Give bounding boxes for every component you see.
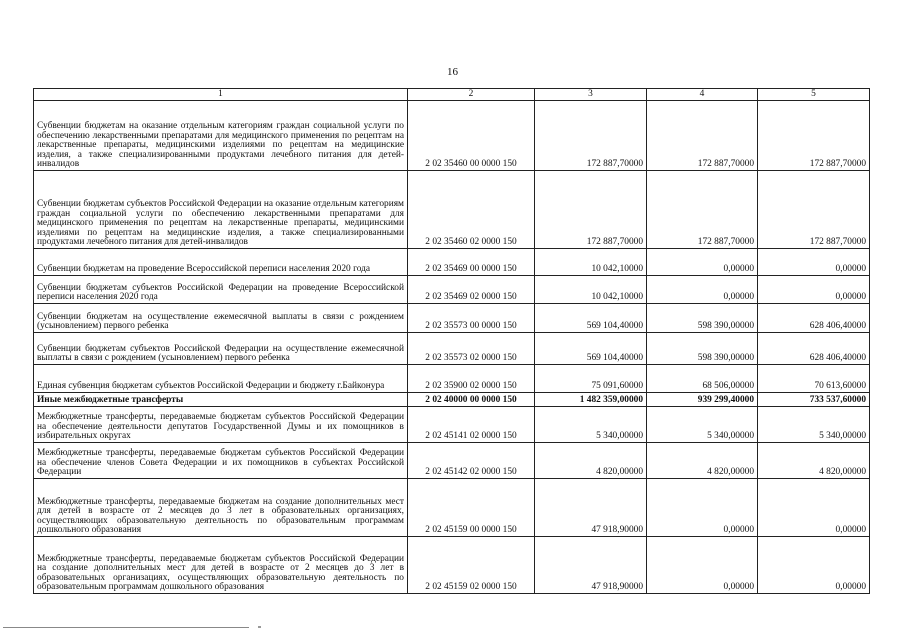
table-row xyxy=(34,393,870,407)
table-body xyxy=(34,101,870,594)
budget-classification-code: 2 02 35460 00 0000 150 xyxy=(408,101,535,171)
budget-revenue-table xyxy=(33,88,870,594)
budget-classification-code: 2 02 35573 00 0000 150 xyxy=(408,304,535,333)
amount-year-3: 628 406,40000 xyxy=(758,333,870,365)
footer-divider xyxy=(3,627,249,628)
budget-classification-code: 2 02 45142 02 0000 150 xyxy=(408,443,535,479)
amount-year-3: 70 613,60000 xyxy=(758,365,870,393)
footer-mark xyxy=(258,626,261,628)
column-header: 2 xyxy=(408,89,535,101)
table-row xyxy=(34,537,870,594)
budget-classification-code: 2 02 40000 00 0000 150 xyxy=(408,393,535,407)
amount-year-2: 0,00000 xyxy=(647,249,758,276)
budget-classification-code: 2 02 35460 02 0000 150 xyxy=(408,171,535,249)
row-description: Межбюджетные трансферты, передаваемые бюджетам на создание дополнительных мест для детей в возрасте от 2 месяцев до 3 лет в образовательных организациях, осуществляющих образовательную деятельность по образовательным программам дошкольного образования xyxy=(34,479,408,537)
row-description: Субвенции бюджетам на оказание отдельным категориям граждан социальной услуги по обеспечению лекарственными препаратами для медицинского применения по рецептам на лекарственные препараты, медицинскими изделиями по рецептам на медицинские изделия, а также специализированными продуктами лечебного питания для детей-инвалидов xyxy=(34,101,408,171)
amount-year-1: 4 820,00000 xyxy=(535,443,647,479)
amount-year-3: 0,00000 xyxy=(758,537,870,594)
budget-classification-code: 2 02 35573 02 0000 150 xyxy=(408,333,535,365)
amount-year-3: 5 340,00000 xyxy=(758,407,870,443)
row-description: Межбюджетные трансферты, передаваемые бюджетам субъектов Российской Федерации на создание дополнительных мест для детей в возрасте от 2 месяцев до 3 лет в образовательных организациях, осуществляющих образовательную деятельность по образовательным программам дошкольного образования xyxy=(34,537,408,594)
amount-year-1: 5 340,00000 xyxy=(535,407,647,443)
amount-year-3: 628 406,40000 xyxy=(758,304,870,333)
amount-year-2: 598 390,00000 xyxy=(647,304,758,333)
amount-year-2: 0,00000 xyxy=(647,479,758,537)
row-description: Субвенции бюджетам субъектов Российской Федерации на осуществление ежемесячной выплаты в связи с рождением (усыновлением) первого ребенка xyxy=(34,333,408,365)
column-header: 3 xyxy=(535,89,647,101)
table-row xyxy=(34,276,870,304)
table-row xyxy=(34,101,870,171)
table-row xyxy=(34,443,870,479)
row-description: Субвенции бюджетам на осуществление ежемесячной выплаты в связи с рождением (усыновлением) первого ребенка xyxy=(34,304,408,333)
budget-classification-code: 2 02 35469 02 0000 150 xyxy=(408,276,535,304)
amount-year-1: 10 042,10000 xyxy=(535,276,647,304)
amount-year-2: 4 820,00000 xyxy=(647,443,758,479)
row-description: Межбюджетные трансферты, передаваемые бюджетам субъектов Российской Федерации на обеспечение членов Совета Федерации и их помощников в субъектах Российской Федерации xyxy=(34,443,408,479)
amount-year-2: 5 340,00000 xyxy=(647,407,758,443)
amount-year-3: 172 887,70000 xyxy=(758,171,870,249)
row-description: Субвенции бюджетам субъектов Российской Федерации на проведение Всероссийской переписи населения 2020 года xyxy=(34,276,408,304)
row-description: Единая субвенция бюджетам субъектов Российской Федерации и бюджету г.Байконура xyxy=(34,365,408,393)
table-row xyxy=(34,171,870,249)
row-description: Иные межбюджетные трансферты xyxy=(34,393,408,407)
budget-classification-code: 2 02 45159 00 0000 150 xyxy=(408,479,535,537)
amount-year-3: 4 820,00000 xyxy=(758,443,870,479)
amount-year-2: 68 506,00000 xyxy=(647,365,758,393)
table-row xyxy=(34,333,870,365)
amount-year-1: 47 918,90000 xyxy=(535,537,647,594)
row-description: Межбюджетные трансферты, передаваемые бюджетам субъектов Российской Федерации на обеспечение деятельности депутатов Государственной Думы и их помощников в избирательных округах xyxy=(34,407,408,443)
table-row xyxy=(34,407,870,443)
amount-year-3: 0,00000 xyxy=(758,249,870,276)
table-row xyxy=(34,365,870,393)
amount-year-1: 569 104,40000 xyxy=(535,333,647,365)
amount-year-1: 47 918,90000 xyxy=(535,479,647,537)
table-row xyxy=(34,304,870,333)
column-header: 5 xyxy=(758,89,870,101)
column-header: 1 xyxy=(34,89,408,101)
column-header: 4 xyxy=(647,89,758,101)
amount-year-3: 172 887,70000 xyxy=(758,101,870,171)
budget-classification-code: 2 02 35900 02 0000 150 xyxy=(408,365,535,393)
page-number: 16 xyxy=(447,66,458,78)
budget-classification-code: 2 02 45141 02 0000 150 xyxy=(408,407,535,443)
amount-year-2: 0,00000 xyxy=(647,276,758,304)
amount-year-1: 75 091,60000 xyxy=(535,365,647,393)
amount-year-3: 0,00000 xyxy=(758,276,870,304)
amount-year-3: 733 537,60000 xyxy=(758,393,870,407)
table-row xyxy=(34,249,870,276)
amount-year-1: 172 887,70000 xyxy=(535,171,647,249)
amount-year-1: 569 104,40000 xyxy=(535,304,647,333)
amount-year-2: 598 390,00000 xyxy=(647,333,758,365)
table-header-row xyxy=(34,89,870,101)
amount-year-2: 172 887,70000 xyxy=(647,101,758,171)
amount-year-1: 172 887,70000 xyxy=(535,101,647,171)
amount-year-2: 939 299,40000 xyxy=(647,393,758,407)
amount-year-3: 0,00000 xyxy=(758,479,870,537)
budget-classification-code: 2 02 35469 00 0000 150 xyxy=(408,249,535,276)
table-row xyxy=(34,479,870,537)
amount-year-1: 1 482 359,00000 xyxy=(535,393,647,407)
amount-year-1: 10 042,10000 xyxy=(535,249,647,276)
amount-year-2: 0,00000 xyxy=(647,537,758,594)
amount-year-2: 172 887,70000 xyxy=(647,171,758,249)
row-description: Субвенции бюджетам субъектов Российской Федерации на оказание отдельным категориям граждан социальной услуги по обеспечению лекарственными препаратами для медицинского применения по рецептам на лекарственные препараты, медицинскими изделиями по рецептам на медицинские изделия, а также специализированными продуктами лечебного питания для детей-инвалидов xyxy=(34,171,408,249)
row-description: Субвенции бюджетам на проведение Всероссийской переписи населения 2020 года xyxy=(34,249,408,276)
budget-classification-code: 2 02 45159 02 0000 150 xyxy=(408,537,535,594)
